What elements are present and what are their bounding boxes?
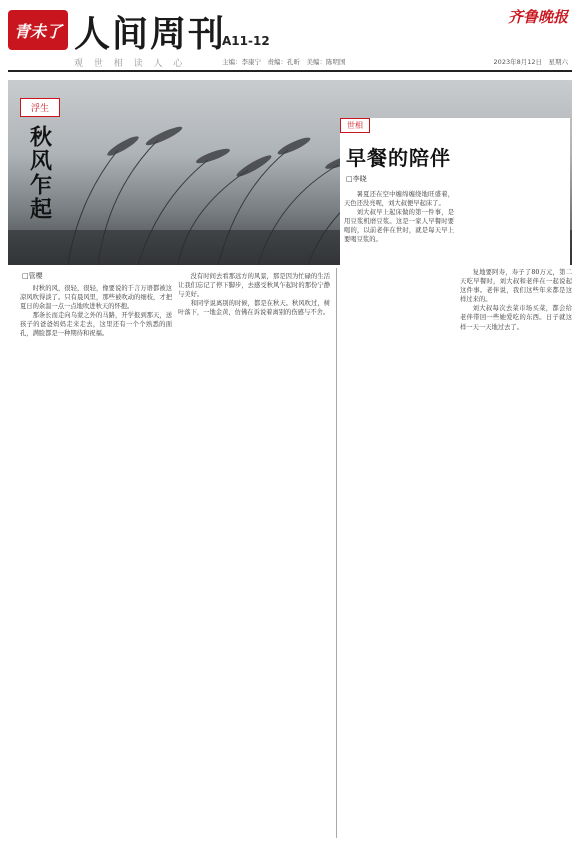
brand-logo: 齐鲁晚报 [507, 8, 568, 26]
article-author: □管樱 [22, 272, 43, 280]
right-column-1 [344, 190, 454, 838]
page-code: A11-12 [222, 34, 270, 48]
paragraph: 刘大叔早上起床做的第一件事，是用豆浆机磨豆浆。这是一家人早餐时要喝的，以前老伴在世时，就是每天早上要喝豆浆的。 [344, 209, 454, 244]
paragraph: 暑夏还在空中缠绵缠绕地旺盛着，天色还没亮呢，刘大叔便早起床了。 [344, 191, 454, 208]
paragraph: 和同学说离别的时候，都是在秋天。秋风吹过，树叶落下，一地金黄，仿佛在诉说着离别的伤感与不舍。 [178, 300, 330, 317]
column-divider [336, 268, 337, 838]
editors-line: 主编：李康宁 责编：孔昕 美编：陈明国 [222, 58, 346, 66]
left-column-1 [20, 284, 172, 839]
header-rule [8, 70, 572, 72]
page-title: 人间周刊 [74, 13, 227, 55]
article-title: 早餐的陪伴 [346, 146, 451, 170]
paragraph: 那条长而走向乌蒙之外的马路，开学报到那天，送孩子的爸爸妈妈走来走去，这里还有一个个熟悉的面孔，满脸都是一种期待和祝福。 [20, 312, 172, 338]
right-column-2 [460, 268, 572, 838]
slogan: 观 世 相 读 人 心 [74, 59, 187, 69]
article-author: □李晓 [346, 175, 367, 183]
paragraph: 时秋的风，很轻，很轻，像要说的千言万语都被这凉风吹得淡了。只有晨风里，那些被吹动的细枝，才把夏日的余温一点一点地吹进秋天的怀抱。 [20, 285, 172, 311]
masthead [0, 0, 580, 82]
left-article-banner [20, 98, 60, 258]
section-tag: 浮生 [20, 98, 60, 117]
paragraph: 没有时间去看那远方的风景，那是因为忙碌的生活让我们忘记了停下脚步，去感受秋风乍起时的那份宁静与美好。 [178, 273, 330, 299]
newspaper-logo: 青未了 [8, 10, 68, 50]
left-column-2 [178, 272, 330, 839]
paragraph: 复地要阿寿，寿子了80万元，第二天吃早餐时，刘大叔和老伴在一起说起这件事。老伴说，我们这些年来都是这样过来的。 [460, 269, 572, 304]
paragraph: 刘大叔每次去菜市场买菜，都会给老伴带回一些她爱吃的东西。日子就这样一天一天地过去了。 [460, 305, 572, 331]
dateline: 2023年8月12日 星期六 [493, 58, 568, 66]
section-tag: 世相 [340, 118, 370, 133]
article-title: 秋风乍起 [26, 125, 53, 221]
